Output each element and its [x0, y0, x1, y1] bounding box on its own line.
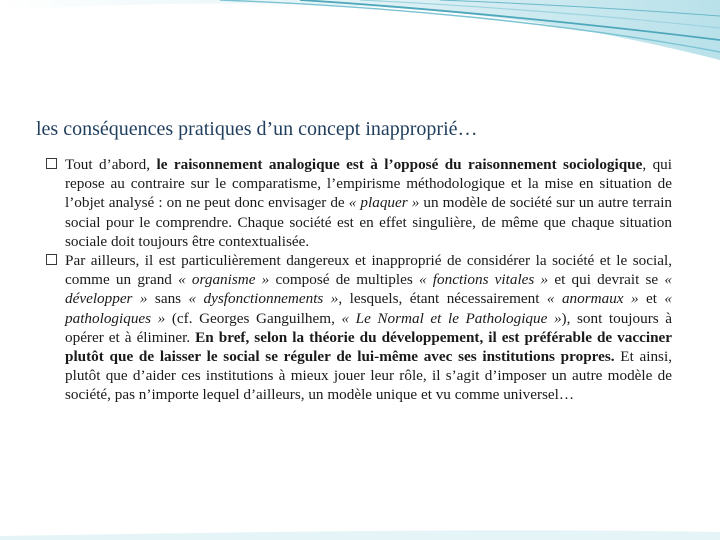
text-run: sans: [147, 290, 189, 308]
text-run: composé de multiples: [269, 271, 419, 289]
bullet-paragraph-1: [46, 155, 672, 251]
bold-text-run: le raisonnement analogique est à l’opposé du raisonnement sociologique: [156, 156, 643, 173]
italic-quote: « pathologiques »: [65, 290, 673, 327]
text-run: Tout d’abord,: [65, 156, 157, 173]
text-run: un modèle de société sur un autre terrain social pour le comprendre. Chaque société est en effet singulière, de même que chaque situation sociale doit toujours être contextualisée.: [65, 194, 673, 250]
text-run: , lesquels, étant nécessairement: [338, 290, 547, 308]
text-run: et qui devrait se: [548, 271, 665, 289]
italic-quote: « fonctions vitales »: [418, 271, 549, 289]
text-run: Et ainsi, plutôt que d’aider ces institutions à mieux jouer leur rôle, il s’agit d’imposer un autre modèle de société, pas n’importe lequel d’ailleurs, un modèle unique et vu comme universel…: [65, 348, 672, 404]
italic-quote: « organisme »: [178, 271, 270, 289]
text-run: ), sont toujours à opérer et à éliminer.: [65, 309, 673, 346]
italic-quote: « dysfonctionnements »: [188, 290, 339, 308]
text-run: et: [638, 290, 665, 308]
italic-quote: « développer »: [65, 271, 672, 308]
slide-body: [46, 155, 672, 405]
italic-quote: « anormaux »: [546, 290, 639, 308]
slide-title: les conséquences pratiques d’un concept inapproprié…: [36, 118, 478, 140]
text-run: Par ailleurs, il est particulièrement dangereux et inapproprié de considérer la société et le social, comme un grand: [65, 252, 672, 289]
bullet-paragraph-2: [46, 251, 672, 405]
bold-text-run: En bref, selon la théorie du développement, il est préférable de vacciner plutôt que de laisser le social se réguler de lui-même avec ses institutions propres.: [65, 328, 672, 366]
square-bullet-icon: [46, 254, 57, 265]
italic-quote: « plaquer »: [348, 194, 420, 212]
square-bullet-icon: [46, 158, 57, 169]
italic-citation: « Le Normal et le Pathologique »: [341, 309, 562, 327]
text-run: , qui repose au contraire sur le comparatisme, l’empirisme méthodologique et la mise en situation de l’objet analysé : on ne peut donc envisager de: [65, 156, 672, 212]
text-run: (cf. Georges Ganguilhem,: [165, 309, 342, 327]
